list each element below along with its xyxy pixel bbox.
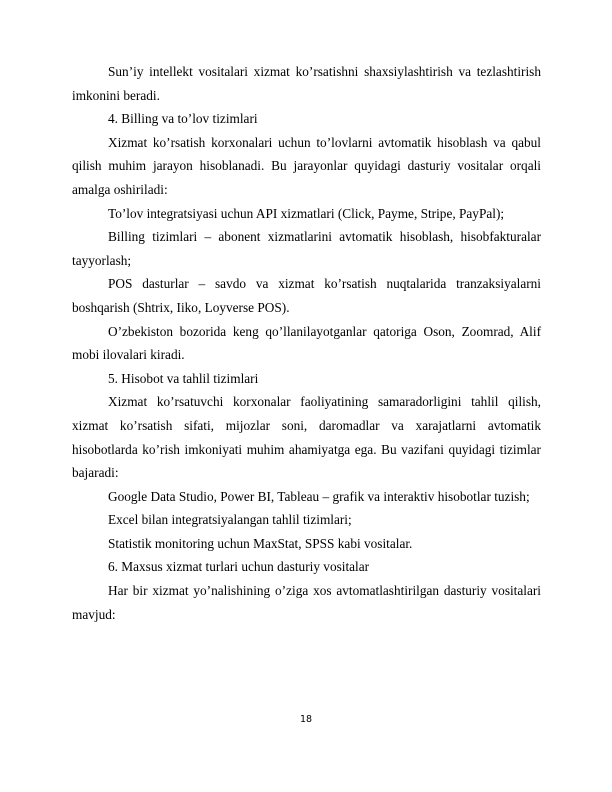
paragraph-billing-systems: Billing tizimlari – abonent xizmatlarini avtomatik hisoblash, hisobfakturalar tayyorlash; [72,229,541,268]
page-number: 18 [299,714,313,725]
paragraph-pos-software: POS dasturlar – savdo va xizmat ko’rsatish nuqtalarida tranzaksiyalarni boshqarish (Shtrix, Iiko, Loyverse POS). [72,276,541,315]
paragraph-bi-tools: Google Data Studio, Power BI, Tableau – grafik va interaktiv hisobotlar tuzish; [108,488,530,504]
document-page [72,60,541,626]
paragraph-special-services-intro: Har bir xizmat yo’nalishining o’ziga xos avtomatlashtirilgan dasturiy vositalari mavjud: [72,583,541,622]
paragraph-excel-systems: Excel bilan integratsiyalangan tahlil tizimlari; [108,512,352,528]
paragraph-billing-intro: Xizmat ko’rsatish korxonalari uchun to’lovlarni avtomatik hisoblash va qabul qilish muhim jarayon hisoblanadi. Bu jarayonlar quyidagi dasturiy vositalar orqali amalga oshiriladi: [72,134,541,197]
section-heading-billing: 4. Billing va to’lov tizimlari [108,111,258,127]
paragraph-reporting-intro: Xizmat ko’rsatuvchi korxonalar faoliyatining samaradorligini tahlil qilish, xizmat ko’rsatish sifati, mijozlar soni, daromadlar va xarajatlarni avtomatik hisobotlarda ko’rish imkoniyati muhim ahamiyatga ega. Bu vazifani quyidagi tizimlar bajaradi: [72,394,541,481]
paragraph-uzbekistan-apps: O’zbekiston bozorida keng qo’llanilayotganlar qatoriga Oson, Zoomrad, Alif mobi ilovalari kiradi. [72,323,541,363]
paragraph-statistics-tools: Statistik monitoring uchun MaxStat, SPSS kabi vositalar. [108,535,413,551]
paragraph-ai-tools: Sun’iy intellekt vositalari xizmat ko’rsatishni shaxsiylashtirish va tezlashtirish imkonini beradi. [72,64,541,103]
section-heading-reporting: 5. Hisobot va tahlil tizimlari [108,370,259,386]
paragraph-payment-api: To’lov integratsiyasi uchun API xizmatlari (Click, Payme, Stripe, PayPal); [108,205,505,221]
section-heading-special-services: 6. Maxsus xizmat turlari uchun dasturiy vositalar [108,559,370,575]
